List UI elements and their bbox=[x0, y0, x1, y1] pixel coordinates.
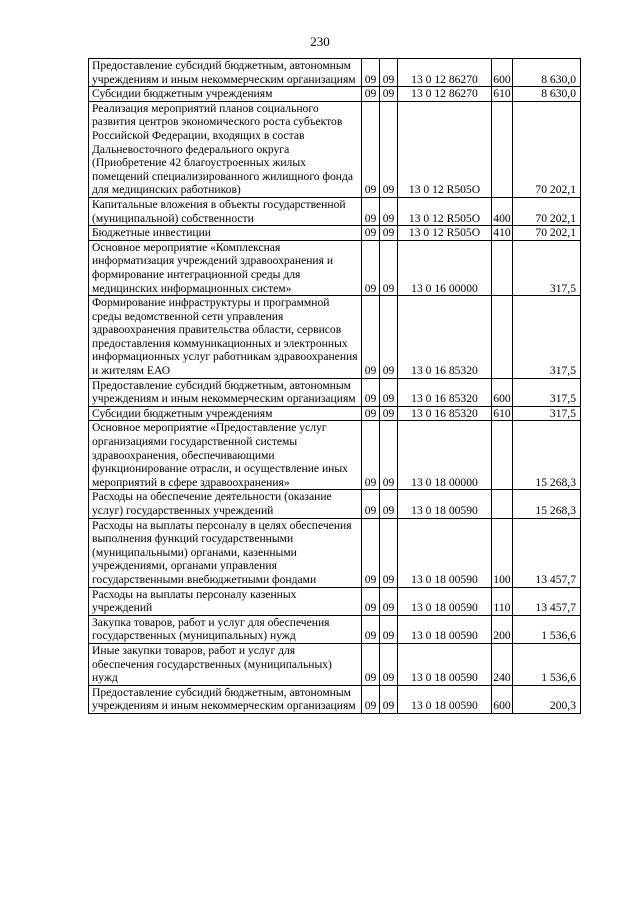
subsection-code: 09 bbox=[380, 421, 398, 490]
expense-type-code: 200 bbox=[492, 615, 513, 643]
amount: 8 630,0 bbox=[513, 87, 581, 102]
target-article-code: 13 0 16 85320 bbox=[398, 296, 492, 379]
amount: 8 630,0 bbox=[513, 59, 581, 87]
expense-type-code: 410 bbox=[493, 226, 511, 240]
target-article-code: 13 0 18 00000 bbox=[398, 421, 492, 490]
table-row bbox=[89, 643, 581, 685]
subsection-code: 09 bbox=[380, 685, 398, 713]
row-name: Предоставление субсидий бюджетным, автономным учреждениям и иным некоммерческим организациям bbox=[89, 685, 362, 713]
budget-table-body bbox=[89, 59, 581, 714]
table-row bbox=[89, 406, 581, 421]
section-code: 09 bbox=[362, 296, 380, 379]
target-article-code: 13 0 12 R505O bbox=[398, 197, 492, 225]
expense-type-code bbox=[492, 296, 513, 379]
row-name: Капитальные вложения в объекты государственной (муниципальной) собственности bbox=[89, 197, 362, 225]
row-name: Закупка товаров, работ и услуг для обеспечения государственных (муниципальных) нужд bbox=[89, 615, 362, 643]
subsection-code: 09 bbox=[380, 59, 398, 87]
table-row bbox=[89, 240, 581, 295]
row-name: Расходы на выплаты персоналу казенных учреждений bbox=[89, 587, 362, 615]
subsection-code: 09 bbox=[380, 87, 398, 102]
expense-type-code bbox=[492, 240, 513, 295]
section-code: 09 bbox=[362, 685, 380, 713]
amount: 15 268,3 bbox=[513, 490, 581, 518]
amount: 317,5 bbox=[513, 240, 581, 295]
expense-type-code: 610 bbox=[493, 87, 511, 101]
section-code: 09 bbox=[362, 197, 380, 225]
section-code: 09 bbox=[362, 378, 380, 406]
target-article-code: 13 0 16 85320 bbox=[398, 378, 492, 406]
subsection-code: 09 bbox=[380, 226, 398, 241]
section-code: 09 bbox=[362, 518, 380, 587]
section-code: 09 bbox=[362, 59, 380, 87]
target-article-code: 13 0 12 R505O bbox=[398, 101, 492, 197]
table-row bbox=[89, 197, 581, 225]
amount: 13 457,7 bbox=[513, 518, 581, 587]
amount: 1 536,6 bbox=[513, 643, 581, 685]
expense-type-code: 240 bbox=[492, 643, 513, 685]
row-name: Бюджетные инвестиции bbox=[89, 226, 362, 241]
target-article-code: 13 0 18 00590 bbox=[398, 490, 492, 518]
row-name: Основное мероприятие «Предоставление услуг организациями государственной системы здравоохранения, обеспечивающими функционирование отрасли, и осуществление иных мероприятий в сфере здравоохранения» bbox=[89, 421, 362, 490]
subsection-code: 09 bbox=[380, 378, 398, 406]
section-code: 09 bbox=[362, 226, 380, 241]
subsection-code: 09 bbox=[380, 101, 398, 197]
row-name: Основное мероприятие «Комплексная информатизация учреждений здравоохранения и формирование интеграционной среды для медицинских информационных систем» bbox=[89, 240, 362, 295]
table-row bbox=[89, 296, 581, 379]
row-name: Предоставление субсидий бюджетным, автономным учреждениям и иным некоммерческим организациям bbox=[89, 59, 362, 87]
amount: 317,5 bbox=[513, 378, 581, 406]
section-code: 09 bbox=[362, 240, 380, 295]
amount: 13 457,7 bbox=[513, 587, 581, 615]
amount: 15 268,3 bbox=[513, 421, 581, 490]
amount: 70 202,1 bbox=[513, 101, 581, 197]
expense-type-code bbox=[492, 421, 513, 490]
page-number: 230 bbox=[310, 34, 330, 49]
section-code: 09 bbox=[362, 87, 380, 102]
expense-type-code: 600 bbox=[492, 59, 513, 87]
row-name: Субсидии бюджетным учреждениям bbox=[89, 406, 362, 421]
subsection-code: 09 bbox=[380, 615, 398, 643]
target-article-code: 13 0 16 00000 bbox=[398, 240, 492, 295]
target-article-code: 13 0 12 86270 bbox=[398, 59, 492, 87]
target-article-code: 13 0 16 85320 bbox=[398, 406, 492, 421]
section-code: 09 bbox=[362, 421, 380, 490]
amount: 317,5 bbox=[513, 296, 581, 379]
amount: 317,5 bbox=[513, 406, 581, 421]
table-row bbox=[89, 226, 581, 241]
table-row bbox=[89, 59, 581, 87]
target-article-code: 13 0 18 00590 bbox=[398, 518, 492, 587]
row-name: Предоставление субсидий бюджетным, автономным учреждениям и иным некоммерческим организациям bbox=[89, 378, 362, 406]
table-row bbox=[89, 518, 581, 587]
section-code: 09 bbox=[362, 406, 380, 421]
target-article-code: 13 0 18 00590 bbox=[398, 587, 492, 615]
section-code: 09 bbox=[362, 101, 380, 197]
subsection-code: 09 bbox=[380, 587, 398, 615]
row-name: Расходы на выплаты персоналу в целях обеспечения выполнения функций государственными (муниципальными) органами, казенными учреждениями, органами управления государственными внебюджетными фондами bbox=[89, 518, 362, 587]
table-row bbox=[89, 615, 581, 643]
subsection-code: 09 bbox=[380, 240, 398, 295]
expense-type-code bbox=[492, 101, 513, 197]
table-row bbox=[89, 490, 581, 518]
row-name: Реализация мероприятий планов социального развития центров экономического роста субъектов Российской Федерации, входящих в состав Дальневосточного федерального округа (Приобретение 42 благоустроенных жилых помещений специализированного жилищного фонда для медицинских работников) bbox=[89, 101, 362, 197]
subsection-code: 09 bbox=[380, 643, 398, 685]
table-row bbox=[89, 587, 581, 615]
target-article-code: 13 0 18 00590 bbox=[398, 685, 492, 713]
table-row bbox=[89, 421, 581, 490]
table-row bbox=[89, 378, 581, 406]
subsection-code: 09 bbox=[380, 518, 398, 587]
row-name: Формирование инфраструктуры и программной среды ведомственной сети управления здравоохранения правительства области, сервисов предоставления коммуникационных и электронных информационных услуг работникам здравоохранения и жителям ЕАО bbox=[89, 296, 362, 379]
amount: 200,3 bbox=[513, 685, 581, 713]
target-article-code: 13 0 12 R505O bbox=[398, 226, 492, 241]
row-name: Иные закупки товаров, работ и услуг для обеспечения государственных (муниципальных) нужд bbox=[89, 643, 362, 685]
table-row bbox=[89, 685, 581, 713]
subsection-code: 09 bbox=[380, 406, 398, 421]
expense-type-code bbox=[492, 490, 513, 518]
subsection-code: 09 bbox=[380, 197, 398, 225]
expense-type-code: 600 bbox=[492, 378, 513, 406]
budget-table bbox=[88, 58, 581, 714]
target-article-code: 13 0 12 86270 bbox=[398, 87, 492, 102]
target-article-code: 13 0 18 00590 bbox=[398, 643, 492, 685]
section-code: 09 bbox=[362, 643, 380, 685]
row-name: Расходы на обеспечение деятельности (оказание услуг) государственных учреждений bbox=[89, 490, 362, 518]
target-article-code: 13 0 18 00590 bbox=[398, 615, 492, 643]
expense-type-code: 110 bbox=[492, 587, 513, 615]
row-name: Субсидии бюджетным учреждениям bbox=[89, 87, 362, 102]
expense-type-code: 100 bbox=[492, 518, 513, 587]
amount: 1 536,6 bbox=[513, 615, 581, 643]
expense-type-code: 400 bbox=[492, 197, 513, 225]
table-row bbox=[89, 101, 581, 197]
section-code: 09 bbox=[362, 490, 380, 518]
amount: 70 202,1 bbox=[513, 226, 581, 241]
section-code: 09 bbox=[362, 615, 380, 643]
expense-type-code: 600 bbox=[492, 685, 513, 713]
amount: 70 202,1 bbox=[513, 197, 581, 225]
section-code: 09 bbox=[362, 587, 380, 615]
table-row bbox=[89, 87, 581, 102]
expense-type-code: 610 bbox=[493, 406, 511, 420]
subsection-code: 09 bbox=[380, 296, 398, 379]
subsection-code: 09 bbox=[380, 490, 398, 518]
